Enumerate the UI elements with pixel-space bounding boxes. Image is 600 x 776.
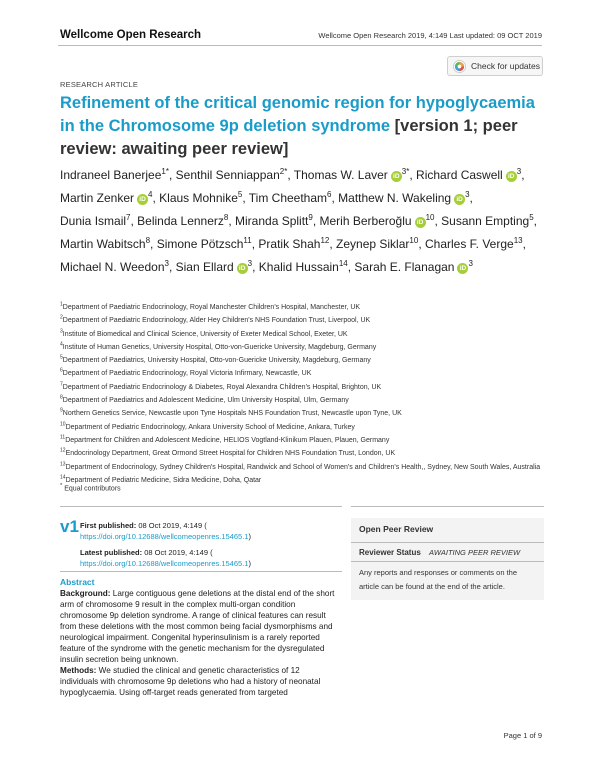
author-affiliation-marker: 2* [279,167,288,176]
author-name-text: Martin Wabitsch [60,237,146,251]
affiliation-item [60,354,545,367]
article-title [60,92,550,161]
author-name[interactable] [60,237,150,251]
author-affiliation-marker: 1* [161,167,169,176]
title-main: Refinement of the critical genomic region for hypoglycaemia in the Chromosome 9p deletion syndrome [60,94,535,135]
affiliation-text: Department of Pediatric Medicine, Sidra Medicine, Doha, Qatar [65,476,262,484]
affiliation-number: 11 [60,434,66,441]
author-name-text: Belinda Lennerz [137,214,224,228]
author-name[interactable] [259,260,348,274]
author-name[interactable] [60,214,130,228]
first-published-doi-link[interactable]: https://doi.org/10.12688/wellcomeopenres.15465.1 [80,532,249,541]
author-name-text: Michael N. Weedon [60,260,165,274]
author-name-text: Indraneel Banerjee [60,168,162,182]
author-name[interactable] [176,168,288,182]
author-name-text: Merih Berberoğlu [319,214,412,228]
affiliation-number: 4 [60,341,63,348]
author-name[interactable] [416,168,521,182]
affiliation-number: 5 [60,354,63,361]
author-name-text: Dunia Ismail [60,214,127,228]
first-published-close: ) [248,532,251,541]
page-number: Page 1 of 9 [503,731,542,740]
methods-text: We studied the clinical and genetic characteristics of 12 individuals with chromosome 9p deletions who had a history of neonatal hypoglycaemia. Using off-target reads generated from targeted [60,666,321,697]
left-section-divider [60,506,342,507]
author-name-text: Susann Empting [441,214,530,228]
check-for-updates-icon [453,60,466,73]
affiliation-text: Institute of Human Genetics, University Hospital, Otto-von-Guericke University, Magdeburg, Germany [62,343,377,351]
affiliation-item [60,301,545,314]
author-name-text: Pratik Shah [258,237,321,251]
affiliation-number: 12 [60,447,66,454]
author-affiliation-marker: 10 [409,236,419,245]
affiliation-text: Department of Paediatric Endocrinology, Royal Victoria Infirmary, Newcastle, UK [62,370,312,378]
affiliation-item [60,341,545,354]
author-affiliation-marker: 8 [145,236,151,245]
version-label: v1 [60,517,79,536]
latest-published-label: Latest published: [80,548,143,557]
author-name[interactable] [249,191,332,205]
author-name-text: Zeynep Siklar [336,237,410,251]
first-published-value: 08 Oct 2019, 4:149 ( [138,521,207,530]
affiliation-number: 6 [60,368,63,375]
author-name[interactable] [157,237,252,251]
author-name[interactable] [338,191,469,205]
affiliation-text: Department of Paediatric Endocrinology & Diabetes, Royal Alexandra Children's Hospital, Brighton, UK [62,383,382,391]
author-affiliation-marker: 12 [320,236,330,245]
equal-contributors-mark: * [60,483,63,489]
author-name-text: Sarah E. Flanagan [354,260,455,274]
publication-info [80,520,340,569]
author-name-text: Matthew N. Wakeling [338,191,452,205]
affiliation-item [60,328,545,341]
affiliation-number: 7 [60,381,63,388]
author-name[interactable] [441,214,534,228]
author-affiliation-marker: 13 [513,236,523,245]
author-name-text: Martin Zenker [60,191,135,205]
author-name[interactable] [336,237,418,251]
latest-published-value: 08 Oct 2019, 4:149 ( [144,548,213,557]
author-name[interactable] [294,168,410,182]
author-affiliation-marker: 8 [223,213,229,222]
article-type: RESEARCH ARTICLE [60,80,139,89]
author-affiliation-marker: 3 [247,259,253,268]
author-affiliation-marker: 5 [237,190,243,199]
orcid-icon[interactable]: iD [457,263,468,274]
author-name-text: Simone Pötzsch [156,237,244,251]
affiliation-text: Endocrinology Department, Great Ormond Street Hospital for Children NHS Foundation Trust, London, UK [65,450,396,458]
affiliation-list [60,301,545,487]
author-name-text: Thomas W. Laver [293,168,388,182]
author-name-text: Khalid Hussain [258,260,339,274]
author-name[interactable] [137,214,228,228]
orcid-icon[interactable]: iD [237,263,248,274]
affiliation-text: Institute of Biomedical and Clinical Science, University of Exeter Medical School, Exeter, UK [62,330,348,338]
first-published-row [80,520,340,531]
author-affiliation-marker: 6 [327,190,332,199]
abstract-divider [60,571,342,572]
affiliation-item [60,394,545,407]
affiliation-item [60,407,545,420]
equal-contributors-text: Equal contributors [64,485,121,493]
title-suffix: [version 1; peer review: awaiting peer review] [60,117,518,158]
open-peer-review-title: Open Peer Review [359,524,434,534]
first-published-doi-row [80,531,340,542]
affiliation-text: Department of Pediatric Endocrinology, Ankara University School of Medicine, Ankara, Turkey [65,423,355,431]
author-affiliation-marker: 3* [401,167,410,176]
latest-published-doi-row [80,558,340,569]
methods-label: Methods: [60,666,97,675]
author-name[interactable] [235,214,313,228]
affiliation-item [60,461,545,474]
affiliation-number: 14 [60,474,66,481]
check-for-updates-button[interactable] [447,56,543,76]
affiliation-number: 10 [60,421,66,428]
author-affiliation-marker: 3 [164,259,169,268]
affiliation-text: Department for Children and Adolescent Medicine, HELIOS Vogtland-Klinikum Plauen, Plauen, Germany [65,436,390,444]
header-divider [58,45,542,46]
latest-published-row [80,547,340,558]
affiliation-item [60,367,545,380]
abstract-heading: Abstract [60,577,95,587]
affiliation-number: 2 [60,314,63,321]
author-affiliation-marker: 14 [338,259,348,268]
affiliation-item [60,381,545,394]
affiliation-item [60,434,545,447]
author-affiliation-marker: 3 [516,167,522,176]
reviewer-status-value: AWAITING PEER REVIEW [429,548,521,557]
affiliation-item [60,447,545,460]
author-name-text: Sian Ellard [175,260,234,274]
orcid-icon[interactable]: iD [137,194,148,205]
orcid-icon[interactable]: iD [415,217,426,228]
author-list: Indraneel Banerjee$^{1*}$, Senthil Senniappan$^{2*}$, Thomas W. Laver $iD^{3*}$, Richard Caswell $iD^3$, Martin Zenker $iD^4$, Klaus Mohnike$^5$, Tim Cheetham$^6$, Matthew N. Wakeling $iD^3$, Dunia Ismail$^7$, Belinda Lennerz$^8$, Miranda Splitt$^9$, Merih Berberoğlu $iD^{10}$, Susann Empting$^5$, Martin Wabitsch$^8$, Simone Pötzsch$^{11}$, Pratik Shah$^{12}$, Zeynep Siklar$^{10}$, Charles F. Verge$^{13}$, Michael N. Weedon$^3$, Sian Ellard $iD^3$, Khalid Hussain$^{14}$, Sarah E. Flanagan $iD^3$ [60,167,537,274]
affiliation-text: Northern Genetics Service, Newcastle upon Tyne Hospitals NHS Foundation Trust, Newcastle upon Tyne, UK [62,410,402,418]
author-affiliation-marker: 11 [243,236,252,245]
header-citation: Wellcome Open Research 2019, 4:149 Last updated: 09 OCT 2019 [318,31,542,40]
author-name-text: Richard Caswell [416,168,503,182]
author-name[interactable] [354,260,473,274]
abstract-methods [60,665,340,698]
author-name[interactable] [176,260,252,274]
author-name-text: Miranda Splitt [235,214,309,228]
author-affiliation-marker: 7 [126,213,131,222]
author-affiliation-marker: 5 [529,213,534,222]
author-affiliation-marker: 4 [148,190,153,199]
author-name-text: Charles F. Verge [424,237,514,251]
author-name[interactable] [60,168,169,182]
author-affiliation-marker: 10 [425,213,435,222]
latest-published-doi-link[interactable]: https://doi.org/10.12688/wellcomeopenres.15465.1 [80,559,249,568]
opr-divider [351,542,544,543]
author-name-text: Tim Cheetham [248,191,328,205]
affiliation-text: Department of Endocrinology, Sydney Children's Hospital, Randwick and School of Women's and Children's Health,, Sydney, New South Wales, Australia [65,463,541,471]
orcid-icon[interactable]: iD [454,194,465,205]
affiliation-item [60,421,545,434]
orcid-icon[interactable]: iD [506,171,517,182]
author-affiliation-marker: 3 [465,190,470,199]
author-affiliation-marker: 9 [308,213,313,222]
author-name[interactable] [320,214,435,228]
abstract [60,577,340,698]
opr-divider-2 [351,561,544,562]
author-name-text: Klaus Mohnike [159,191,238,205]
reviewer-status-row [359,548,520,557]
affiliation-text: Department of Paediatrics and Adolescent Medicine, Ulm University Hospital, Ulm, Germany [62,397,349,405]
affiliation-number: 13 [60,461,66,468]
affiliation-text: Department of Paediatrics, University Hospital, Otto-von-Guericke University, Magdeburg, Germany [62,357,371,365]
check-for-updates-label: Check for updates [471,61,540,71]
right-section-divider [351,506,544,507]
background-label: Background: [60,589,111,598]
orcid-icon[interactable]: iD [391,171,402,182]
affiliation-text: Department of Paediatric Endocrinology, Royal Manchester Children's Hospital, Manchester, UK [62,304,361,311]
affiliation-number: 1 [60,301,63,308]
author-name[interactable] [60,191,152,205]
equal-contributors-note [60,483,121,492]
affiliation-item [60,474,545,487]
open-peer-review-note: Any reports and responses or comments on the article can be found at the end of the article. [359,568,517,591]
reviewer-status-label: Reviewer Status [359,548,421,557]
background-text: Large contiguous gene deletions at the distal end of the short arm of chromosome 9 result in the complex multi-organ condition chromosome 9p deletion syndrome. A range of clinical features can result from these deletions with the most common being facial dysmorphisms and neurological impairment. Congenital hyperinsulinism is a rarely reported feature of the syndrome with the genetic mechanism for the dysregulated insulin secretion being unknown. [60,589,335,664]
author-name-text: Senthil Senniappan [175,168,280,182]
author-name[interactable] [159,191,242,205]
author-name[interactable] [425,237,523,251]
author-affiliation-marker: 3 [468,259,473,268]
abstract-background [60,588,340,665]
affiliation-number: 9 [60,408,63,415]
author-name[interactable] [258,237,329,251]
affiliation-item [60,314,545,327]
latest-published-close: ) [248,559,251,568]
first-published-label: First published: [80,521,137,530]
affiliation-number: 3 [60,328,63,335]
journal-brand: Wellcome Open Research [60,29,202,41]
author-name[interactable] [60,260,169,274]
affiliation-number: 8 [60,394,63,401]
affiliation-text: Department of Paediatric Endocrinology, Alder Hey Children's NHS Foundation Trust, Liverpool, UK [62,317,371,325]
